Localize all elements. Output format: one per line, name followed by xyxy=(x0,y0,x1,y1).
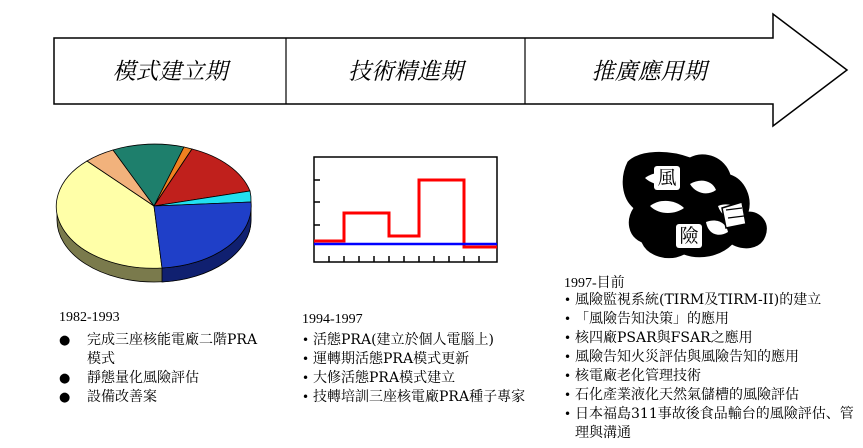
bullet-icon: • xyxy=(302,352,310,366)
list-item: ● 設備改善案 xyxy=(59,389,157,405)
list-item: • 「風險告知決策」的應用 xyxy=(564,311,729,327)
phase-label-1: 模式建立期 xyxy=(112,59,228,85)
bullet-icon: • xyxy=(302,333,310,347)
bullet-icon: • xyxy=(302,371,310,385)
list-item: • 風險監視系統(TIRM及TIRM-II)的建立 xyxy=(564,292,822,308)
period-1994-1997: 1994-1997 xyxy=(302,312,363,327)
period-1997-now: 1997-目前 xyxy=(564,276,625,291)
list-item: • 運轉期活態PRA模式更新 xyxy=(302,351,470,367)
bullet-icon: ● xyxy=(59,333,71,348)
list-item: • 石化產業液化天然氣儲槽的風險評估 xyxy=(564,387,799,403)
list-item: • 核四廠PSAR與FSAR之應用 xyxy=(564,330,753,346)
phase-label-3: 推廣應用期 xyxy=(591,59,707,85)
list-item: • 活態PRA(建立於個人電腦上) xyxy=(302,332,494,348)
list-item: • 風險告知火災評估與風險告知的應用 xyxy=(564,349,799,365)
bullet-icon: • xyxy=(564,350,572,364)
list-item: • 核電廠老化管理技術 xyxy=(564,368,701,384)
period-1982-1993: 1982-1993 xyxy=(59,310,120,325)
period-1-list xyxy=(59,331,259,407)
list-item: • 日本福島311事故後食品輸台的風險評估、管理與溝通 xyxy=(564,406,854,441)
bullet-icon: ● xyxy=(59,390,71,405)
list-item: • 技轉培訓三座核電廠PRA種子專家 xyxy=(302,389,526,405)
bullet-icon: ● xyxy=(59,371,71,386)
risk-char-2: 險 xyxy=(676,224,702,248)
bullet-icon: • xyxy=(564,407,572,421)
period-3-list xyxy=(564,291,856,443)
bullet-icon: • xyxy=(564,312,572,326)
phase-label-2: 技術精進期 xyxy=(348,59,463,85)
bullet-icon: • xyxy=(564,369,572,383)
list-item: • 大修活態PRA模式建立 xyxy=(302,370,456,386)
bullet-icon: • xyxy=(564,293,572,307)
period-2-list xyxy=(302,331,532,407)
bullet-icon: • xyxy=(564,331,572,345)
list-item: ● 靜態量化風險評估 xyxy=(59,370,199,386)
list-item: ● 完成三座核能電廠二階PRA模式 xyxy=(59,332,258,367)
bullet-icon: • xyxy=(564,388,572,402)
bullet-icon: • xyxy=(302,390,310,404)
risk-char-1: 風 xyxy=(654,166,680,190)
